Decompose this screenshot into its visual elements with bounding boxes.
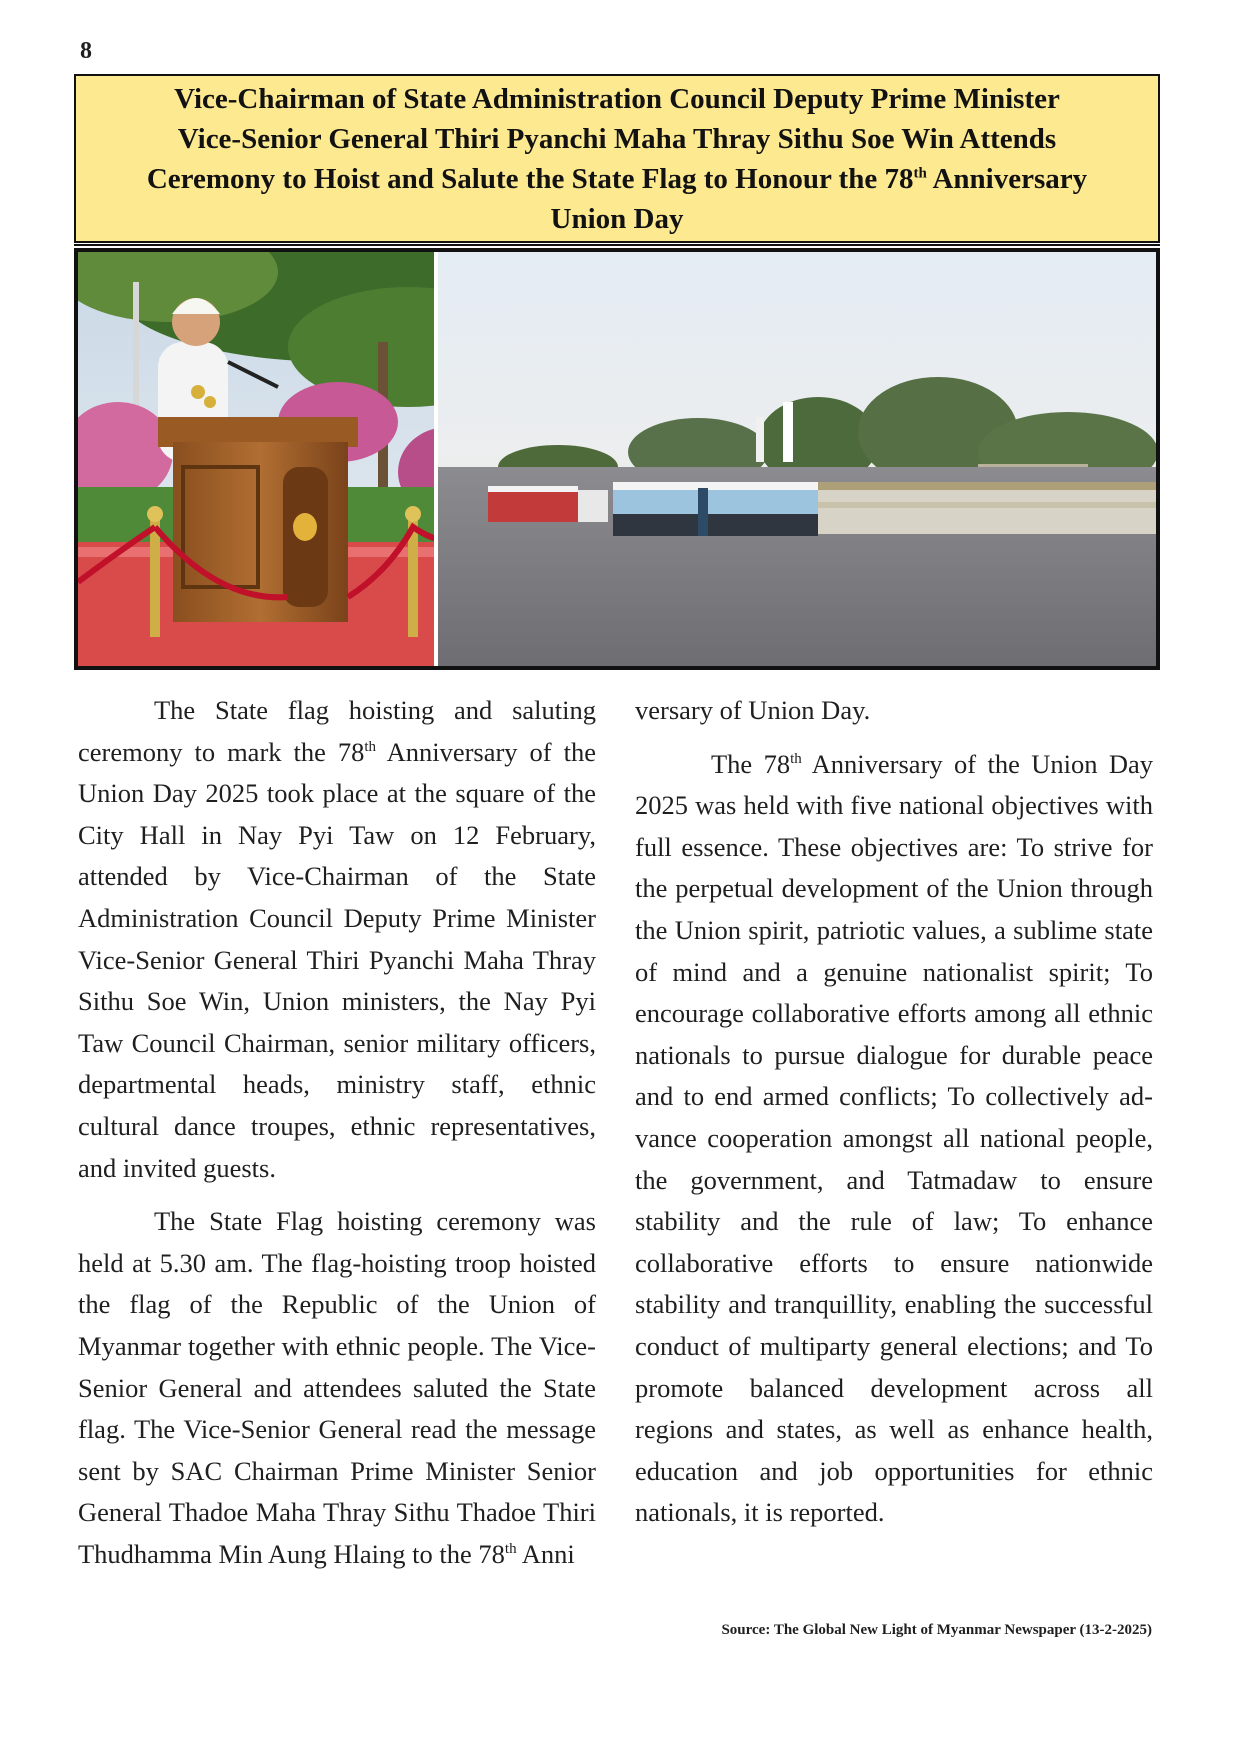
paragraph-text: Anni xyxy=(516,1538,575,1569)
headline-box xyxy=(74,74,1160,243)
headline-line-3-end: Anniversary xyxy=(926,162,1088,195)
paragraph-text: The State flag hoisting and saluting ceremony to mark the 78 xyxy=(78,695,596,767)
paragraph-text: Anniversary of the Union Day 2025 took place at the square of the City Hall in Nay Pyi Taw on 12 February, attended by Vice-Chairman of the State Administration Council Deputy Prime Minister Vice-Senior General Thiri Pyanchi Maha Thray Sithu Soe Win, Union ministers, the Nay Pyi Taw Council Chairman, senior military officers, departmental heads, ministry staff, ethnic cultural dance troupes, ethnic representatives, and invited guests. xyxy=(78,736,596,1183)
paragraph-text: The 78 xyxy=(711,748,791,779)
ordinal-suffix: th xyxy=(504,1541,517,1558)
article-paragraph xyxy=(635,744,1153,1534)
ordinal-suffix: th xyxy=(364,738,377,755)
headline-ordinal-suffix: th xyxy=(913,164,927,181)
paragraph-text: Anniversary of the Union Day 2025 was held with five national objectives with full essence. These objectives are: To strive for the perpetual development of the Union through the Union spirit, patriotic values, a sublime state of mind and a genuine nationalist spirit; To encourage collaborative efforts among all ethnic nationals to pursue dialogue for durable peace and to end armed conflicts; To collectively advance cooperation amongst all national people, the government, and Tatmadaw to ensure stability and the rule of law; To enhance collaborative efforts to ensure nationwide stability and tranquillity, enabling the successful conduct of multiparty general elections; and To promote balanced development across all regions and states, as well as enhance health, education and job opportunities for ethnic nationals, it is reported. xyxy=(635,748,1153,1528)
source-credit: Source: The Global New Light of Myanmar Newspaper (13-2-2025) xyxy=(721,1622,1152,1638)
article-paragraph xyxy=(78,1201,596,1575)
photo-collage xyxy=(78,252,1156,666)
article-paragraph: versary of Union Day. xyxy=(635,695,871,725)
photo-frame xyxy=(74,248,1160,670)
page-number: 8 xyxy=(80,38,92,64)
headline-line-3-start: Ceremony to Hoist and Salute the State Flag to Honour the 78 xyxy=(146,162,914,195)
article-paragraph xyxy=(78,690,596,1189)
paragraph-text: The State Flag hoisting ceremony was held at 5.30 am. The flag-hoisting troop hoisted the flag of the Republic of the Union of Myanmar together with ethnic people. The Vice-Senior General and attendees saluted the State flag. The Vice-Senior General read the message sent by SAC Chairman Prime Minister Senior General Thadoe Maha Thray Sithu Thadoe Thiri Thudhamma Min Aung Hlaing to the 78 xyxy=(78,1206,596,1569)
headline-line-2: Vice-Senior General Thiri Pyanchi Maha Thray Sithu Soe Win Attends xyxy=(177,122,1057,155)
ordinal-suffix: th xyxy=(790,750,802,767)
headline-line-4: Union Day xyxy=(550,202,684,235)
headline xyxy=(147,79,1087,239)
article-column-right xyxy=(635,690,1153,1546)
headline-line-1: Vice-Chairman of State Administration Council Deputy Prime Minister xyxy=(174,82,1060,115)
parade-ground-photo xyxy=(434,252,1156,666)
article-column-left xyxy=(78,690,596,1587)
